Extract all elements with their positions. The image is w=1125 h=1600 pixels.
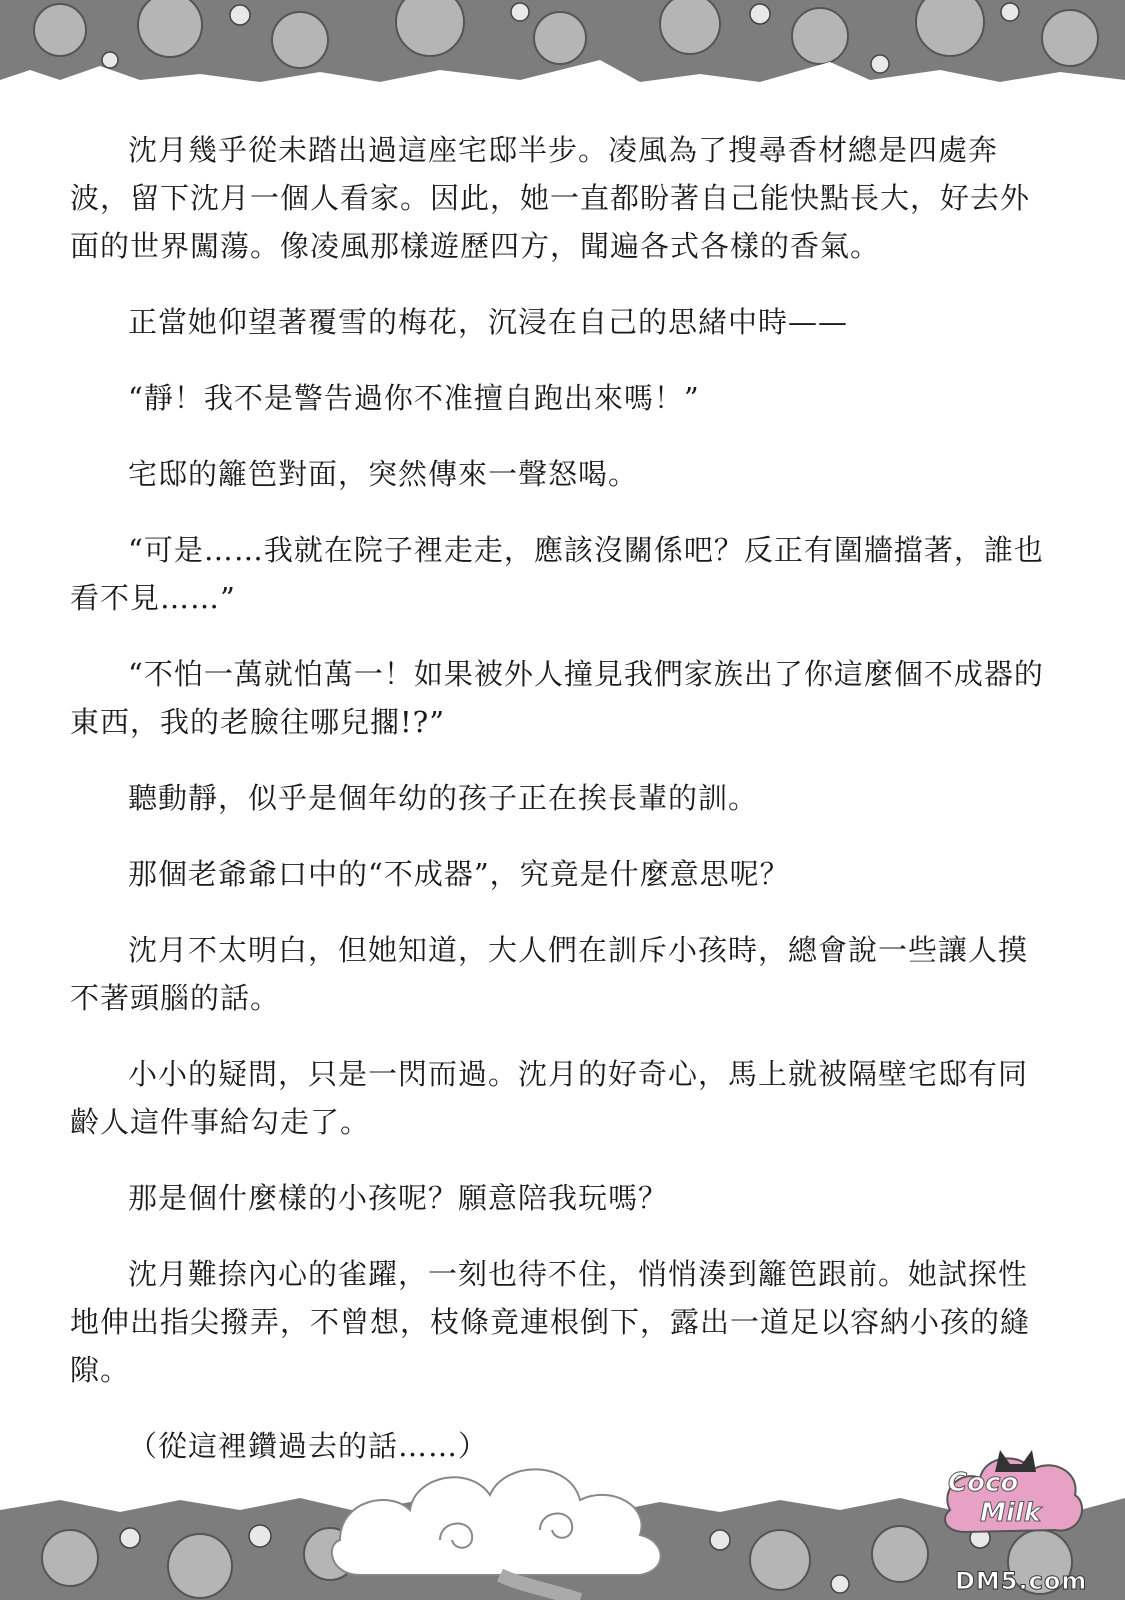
paragraph: 那個老爺爺口中的“不成器”，究竟是什麼意思呢？ [128, 857, 790, 891]
paragraph: 沈月不太明白，但她知道，大人們在訓斥小孩時，總會說一些讓人摸不著頭腦的話。 [70, 933, 1029, 1015]
paragraph: “不怕一萬就怕萬一！如果被外人撞見我們家族出了你這麼個不成器的東西，我的老臉往哪兒擱!?” [70, 657, 1044, 739]
paragraph: “靜！我不是警告過你不准擅自跑出來嗎！” [128, 381, 700, 415]
coco-milk-logo [940, 1440, 1090, 1540]
paragraph: 沈月幾乎從未踏出過這座宅邸半步。凌風為了搜尋香材總是四處奔波，留下沈月一個人看家。因此，她一直都盼著自己能快點長大，好去外面的世界闖蕩。像凌風那樣遊歷四方，聞遍各式各樣的香氣。 [70, 133, 1031, 263]
paragraph: 沈月難捺內心的雀躍，一刻也待不住，悄悄湊到籬笆跟前。她試探性地伸出指尖撥弄，不曾想，枝條竟連根倒下，露出一道足以容納小孩的縫隙。 [70, 1257, 1031, 1387]
cloud-swirl-ornament [320, 1430, 700, 1600]
paragraph: 小小的疑問，只是一閃而過。沈月的好奇心，馬上就被隔壁宅邸有同齡人這件事給勾走了。 [70, 1057, 1029, 1139]
text-body [70, 126, 1055, 1498]
paragraph: 那是個什麼樣的小孩呢？願意陪我玩嗎？ [128, 1181, 669, 1215]
paragraph: 聽動靜，似乎是個年幼的孩子正在挨長輩的訓。 [128, 781, 759, 815]
top-floral-border [0, 0, 1125, 92]
paragraph: 正當她仰望著覆雪的梅花，沉浸在自己的思緒中時—— [128, 305, 849, 339]
logo-text-coco: Coco [948, 1468, 1019, 1498]
paragraph: “可是……我就在院子裡走走，應該沒關係吧？反正有圍牆擋著，誰也看不見……” [70, 533, 1044, 615]
paragraph: 宅邸的籬笆對面，突然傳來一聲怒喝。 [128, 457, 639, 491]
logo-text-milk: Milk [980, 1498, 1041, 1528]
floral-pattern-top [0, 0, 1125, 92]
paragraph: （從這裡鑽過去的話……） [128, 1429, 489, 1463]
site-watermark: DM5.com [955, 1567, 1088, 1595]
